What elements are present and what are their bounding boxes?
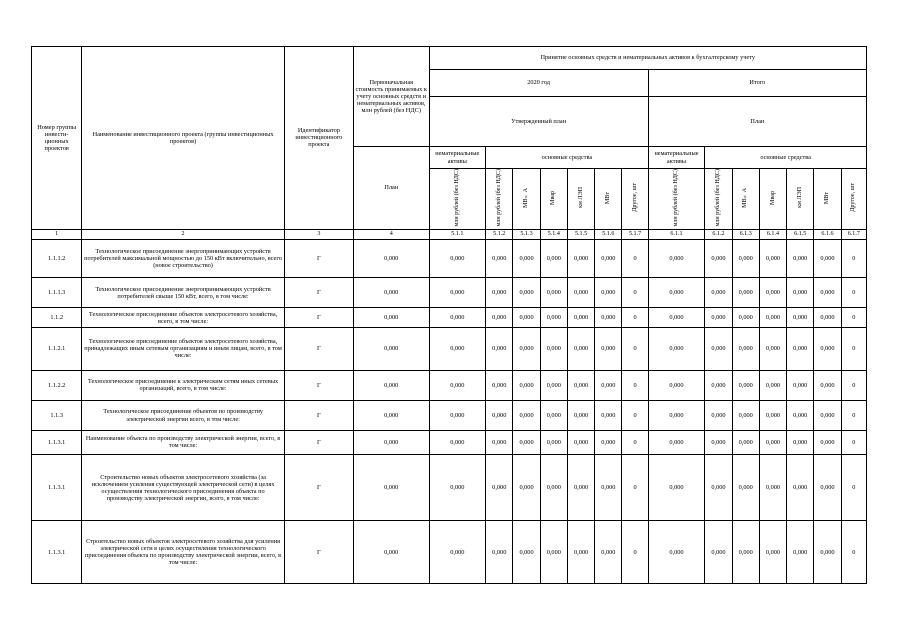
row-name: Технологическое присоединение к электрическим сетям иных сетевых организаций, всего, в том числе: (82, 370, 284, 400)
header-unit-label: МВт (604, 191, 611, 204)
column-number: 6.1.3 (732, 229, 759, 239)
row-value: 0,000 (486, 308, 513, 327)
row-value: 0,000 (567, 454, 594, 521)
header-unit-label: млн рублей (без НДС) (673, 169, 680, 227)
row-value: 0 (841, 454, 866, 521)
row-value: 0,000 (648, 400, 705, 430)
row-value: 0 (841, 308, 866, 327)
row-value: 0,000 (513, 521, 540, 584)
column-number: 4 (353, 229, 429, 239)
header-unit-label: млн рублей (без НДС) (715, 169, 722, 227)
row-value: 0,000 (486, 370, 513, 400)
row-value: 0,000 (513, 239, 540, 278)
row-value: 0,000 (759, 370, 786, 400)
row-value: 0,000 (648, 454, 705, 521)
header-unit-6-2 (705, 169, 732, 230)
row-value: 0,000 (595, 308, 622, 327)
row-value: 0,000 (732, 370, 759, 400)
row-value: 0,000 (540, 454, 567, 521)
row-value: 0,000 (787, 239, 814, 278)
row-value: 0 (841, 431, 866, 455)
row-value: 0 (622, 400, 648, 430)
row-value: 0,000 (567, 431, 594, 455)
header-group-no: Номер группы инвести-ционных проектов (32, 47, 82, 230)
row-value: 0,000 (486, 327, 513, 370)
row-value: 0,000 (595, 521, 622, 584)
header-unit-5-2 (486, 169, 513, 230)
table-row (32, 521, 867, 584)
row-value: 0,000 (732, 278, 759, 308)
header-approved-plan: Утвержденный план (429, 97, 648, 147)
table-row (32, 400, 867, 430)
row-value: 0,000 (353, 308, 429, 327)
row-value: 0,000 (814, 521, 841, 584)
row-value: 0,000 (540, 327, 567, 370)
column-number: 5.1.7 (622, 229, 648, 239)
row-value: 0,000 (540, 370, 567, 400)
row-identifier: Г (284, 431, 353, 455)
row-value: 0,000 (759, 400, 786, 430)
row-name: Технологическое присоединение энергопринимающих устройств потребителей свыше 150 кВт, всего, в том числе: (82, 278, 284, 308)
row-value: 0,000 (513, 431, 540, 455)
header-unit-label: Другое, шт (631, 183, 638, 213)
row-value: 0,000 (705, 454, 732, 521)
row-value: 0,000 (595, 327, 622, 370)
row-value: 0,000 (759, 521, 786, 584)
row-value: 0 (841, 239, 866, 278)
column-number: 5.1.1 (429, 229, 486, 239)
row-value: 0 (622, 239, 648, 278)
header-acceptance: Принятие основных средств и нематериальных активов к бухгалтерскому учету (429, 47, 867, 70)
row-value: 0,000 (486, 521, 513, 584)
row-identifier: Г (284, 400, 353, 430)
row-value: 0,000 (787, 327, 814, 370)
row-value: 0,000 (429, 521, 486, 584)
row-value: 0,000 (353, 239, 429, 278)
row-value: 0,000 (486, 278, 513, 308)
header-unit-5-1 (429, 169, 486, 230)
row-value: 0,000 (540, 278, 567, 308)
row-name: Технологическое присоединение энергопринимающих устройств потребителей максимальной мощностью до 150 кВт включительно, всего (новое строительство) (82, 239, 284, 278)
row-value: 0,000 (814, 370, 841, 400)
row-value: 0,000 (429, 239, 486, 278)
row-value: 0,000 (814, 400, 841, 430)
row-value: 0,000 (814, 308, 841, 327)
row-value: 0,000 (567, 278, 594, 308)
table-row (32, 454, 867, 521)
row-value: 0,000 (705, 327, 732, 370)
column-number: 6.1.4 (759, 229, 786, 239)
header-unit-6-7 (841, 169, 866, 230)
row-value: 0,000 (540, 431, 567, 455)
header-fixed-assets-1: основные средства (486, 147, 649, 169)
header-total: Итого (648, 70, 866, 97)
row-value: 0,000 (732, 454, 759, 521)
row-value: 0,000 (540, 521, 567, 584)
column-number: 6.1.6 (814, 229, 841, 239)
row-number: 1.1.3.1 (32, 431, 82, 455)
column-number: 5.1.6 (595, 229, 622, 239)
row-value: 0,000 (429, 454, 486, 521)
column-numbers-row (32, 229, 867, 239)
row-number: 1.1.1.2 (32, 239, 82, 278)
row-identifier: Г (284, 370, 353, 400)
row-value: 0 (622, 370, 648, 400)
row-value: 0,000 (353, 521, 429, 584)
header-unit-label: млн рублей (без НДС) (453, 169, 460, 227)
row-value: 0 (622, 454, 648, 521)
row-value: 0,000 (353, 370, 429, 400)
row-value: 0,000 (705, 278, 732, 308)
row-value: 0 (622, 278, 648, 308)
header-intangible-1: нематериальные активы (429, 147, 486, 169)
row-identifier: Г (284, 278, 353, 308)
row-identifier: Г (284, 239, 353, 278)
row-value: 0,000 (814, 431, 841, 455)
row-number: 1.1.3 (32, 400, 82, 430)
row-value: 0,000 (513, 370, 540, 400)
header-unit-label: МВ×А (523, 187, 530, 208)
row-value: 0,000 (787, 454, 814, 521)
row-value: 0,000 (595, 278, 622, 308)
row-value: 0,000 (429, 308, 486, 327)
header-unit-label: Мвар (769, 190, 776, 205)
header-unit-6-3 (732, 169, 759, 230)
row-value: 0,000 (353, 278, 429, 308)
row-value: 0,000 (705, 400, 732, 430)
row-value: 0,000 (353, 431, 429, 455)
row-identifier: Г (284, 521, 353, 584)
row-value: 0,000 (732, 431, 759, 455)
row-value: 0,000 (705, 370, 732, 400)
row-value: 0,000 (595, 400, 622, 430)
row-value: 0,000 (486, 431, 513, 455)
row-name: Наименование объекта по производству электрической энергии, всего, в том числе: (82, 431, 284, 455)
row-number: 1.1.2.2 (32, 370, 82, 400)
row-value: 0,000 (814, 278, 841, 308)
header-unit-6-4 (759, 169, 786, 230)
row-value: 0 (841, 370, 866, 400)
table-body (32, 239, 867, 583)
row-value: 0,000 (595, 454, 622, 521)
row-value: 0,000 (429, 400, 486, 430)
row-value: 0 (841, 400, 866, 430)
header-intangible-2: нематериальные активы (648, 147, 705, 169)
header-unit-label: млн рублей (без НДС) (495, 169, 502, 227)
row-value: 0,000 (595, 239, 622, 278)
header-year: 2020 год (429, 70, 648, 97)
header-unit-6-6 (814, 169, 841, 230)
row-value: 0,000 (429, 431, 486, 455)
row-value: 0 (622, 308, 648, 327)
row-value: 0,000 (513, 327, 540, 370)
row-value: 0,000 (353, 327, 429, 370)
row-value: 0,000 (567, 400, 594, 430)
table-row (32, 370, 867, 400)
row-value: 0,000 (648, 278, 705, 308)
row-value: 0,000 (787, 521, 814, 584)
column-number: 5.1.4 (540, 229, 567, 239)
row-value: 0,000 (759, 308, 786, 327)
row-value: 0,000 (540, 308, 567, 327)
row-value: 0,000 (648, 521, 705, 584)
row-value: 0,000 (732, 239, 759, 278)
row-name: Технологическое присоединение объектов электросетевого хозяйства, принадлежащих иным сетевым организациям и иным лицам, всего, в том числе: (82, 327, 284, 370)
row-value: 0,000 (705, 431, 732, 455)
column-number: 5.1.2 (486, 229, 513, 239)
row-value: 0 (841, 278, 866, 308)
row-value: 0,000 (787, 370, 814, 400)
header-unit-5-6 (595, 169, 622, 230)
column-number: 6.1.7 (841, 229, 866, 239)
header-unit-6-1 (648, 169, 705, 230)
header-unit-5-4 (540, 169, 567, 230)
row-value: 0,000 (540, 400, 567, 430)
header-initial-cost: Первоначальная стоимость принимаемых к учету основных средств и нематериальных активов, млн рублей (без НДС) (353, 47, 429, 147)
row-value: 0,000 (814, 454, 841, 521)
header-unit-label: Мвар (550, 190, 557, 205)
column-number: 6.1.2 (705, 229, 732, 239)
header-unit-6-5 (787, 169, 814, 230)
row-value: 0,000 (648, 239, 705, 278)
row-value: 0,000 (567, 370, 594, 400)
header-fixed-assets-2: основные средства (705, 147, 867, 169)
row-value: 0,000 (648, 327, 705, 370)
row-name: Технологическое присоединение объектов по производству электрической энергии всего, в том числе: (82, 400, 284, 430)
row-number: 1.1.2 (32, 308, 82, 327)
row-value: 0,000 (732, 308, 759, 327)
row-value: 0,000 (595, 370, 622, 400)
row-value: 0,000 (814, 239, 841, 278)
header-unit-5-5 (567, 169, 594, 230)
row-value: 0 (622, 327, 648, 370)
row-value: 0,000 (513, 308, 540, 327)
table-row (32, 239, 867, 278)
row-value: 0,000 (429, 370, 486, 400)
row-value: 0,000 (648, 308, 705, 327)
row-value: 0,000 (732, 400, 759, 430)
row-value: 0,000 (787, 308, 814, 327)
row-value: 0 (622, 431, 648, 455)
row-value: 0,000 (814, 327, 841, 370)
row-value: 0,000 (513, 400, 540, 430)
row-value: 0,000 (787, 400, 814, 430)
header-project-id: Идентификатор инвестиционного проекта (284, 47, 353, 230)
row-value: 0,000 (429, 278, 486, 308)
table-row (32, 278, 867, 308)
row-value: 0 (841, 521, 866, 584)
row-value: 0,000 (759, 327, 786, 370)
investment-table (31, 46, 867, 584)
header-unit-5-7 (622, 169, 648, 230)
row-value: 0,000 (787, 431, 814, 455)
row-value: 0,000 (732, 521, 759, 584)
row-value: 0,000 (705, 521, 732, 584)
row-value: 0,000 (567, 308, 594, 327)
table-row (32, 431, 867, 455)
row-value: 0,000 (567, 239, 594, 278)
header-unit-label: км ЛЭП (796, 187, 803, 209)
row-name: Технологическое присоединение объектов электросетевого хозяйства, всего, в том числе: (82, 308, 284, 327)
row-value: 0,000 (759, 431, 786, 455)
column-number: 3 (284, 229, 353, 239)
row-value: 0,000 (705, 308, 732, 327)
column-number: 6.1.1 (648, 229, 705, 239)
row-identifier: Г (284, 454, 353, 521)
column-number: 5.1.5 (567, 229, 594, 239)
header-plan: План (648, 97, 866, 147)
column-number: 5.1.3 (513, 229, 540, 239)
row-value: 0,000 (486, 400, 513, 430)
column-number: 6.1.5 (787, 229, 814, 239)
column-number: 2 (82, 229, 284, 239)
row-value: 0,000 (705, 239, 732, 278)
header-plan-short: План (353, 147, 429, 230)
row-number: 1.1.2.1 (32, 327, 82, 370)
row-value: 0,000 (353, 454, 429, 521)
row-value: 0,000 (513, 278, 540, 308)
header-unit-label: МВт (824, 191, 831, 204)
header-unit-5-3 (513, 169, 540, 230)
table-row (32, 308, 867, 327)
row-value: 0,000 (648, 370, 705, 400)
header-unit-label: Другое, шт (850, 183, 857, 213)
row-value: 0,000 (353, 400, 429, 430)
row-value: 0,000 (759, 278, 786, 308)
header-unit-label: МВ×А (742, 187, 749, 208)
header-unit-label: км ЛЭП (577, 187, 584, 209)
row-value: 0,000 (567, 327, 594, 370)
row-value: 0 (841, 327, 866, 370)
row-identifier: Г (284, 308, 353, 327)
row-value: 0,000 (759, 454, 786, 521)
row-value: 0,000 (732, 327, 759, 370)
row-value: 0,000 (540, 239, 567, 278)
row-number: 1.1.1.3 (32, 278, 82, 308)
row-value: 0,000 (648, 431, 705, 455)
row-number: 1.1.3.1 (32, 454, 82, 521)
row-name: Строительство новых объектов электросетевого хозяйства (за исключением усиления существующей электрической сети) в целях осуществления технологического присоединения объекта по производству электрической энергии, всего, в том числе: (82, 454, 284, 521)
row-name: Строительство новых объектов электросетевого хозяйства для усиления электрической сети в целях осуществления технологического присоединения объекта по производству электрической энергии, всего, в том числе: (82, 521, 284, 584)
row-value: 0,000 (567, 521, 594, 584)
row-value: 0,000 (759, 239, 786, 278)
row-identifier: Г (284, 327, 353, 370)
row-value: 0 (622, 521, 648, 584)
row-value: 0,000 (429, 327, 486, 370)
column-number: 1 (32, 229, 82, 239)
row-value: 0,000 (513, 454, 540, 521)
row-value: 0,000 (486, 239, 513, 278)
row-number: 1.1.3.1 (32, 521, 82, 584)
row-value: 0,000 (486, 454, 513, 521)
row-value: 0,000 (595, 431, 622, 455)
header-project-name: Наименование инвестиционного проекта (группы инвестиционных проектов) (82, 47, 284, 230)
row-value: 0,000 (787, 278, 814, 308)
table-row (32, 327, 867, 370)
